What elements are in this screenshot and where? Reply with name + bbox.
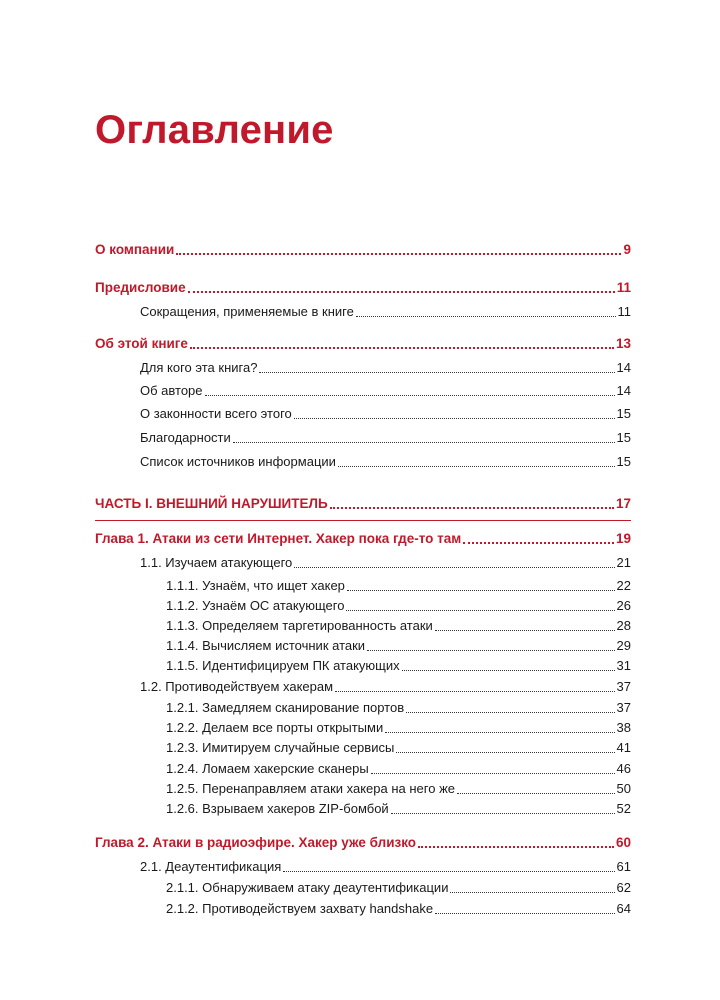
- dot-leader: [391, 813, 615, 814]
- toc-entry-label: Об этой книге: [95, 336, 188, 351]
- toc-entry-label: 1.2.6. Взрываем хакеров ZIP-бомбой: [166, 801, 389, 816]
- toc-entry-label: Список источников информации: [140, 454, 336, 469]
- toc-entry: [166, 718, 631, 738]
- toc-entry: [140, 381, 631, 401]
- toc-entry: [95, 334, 631, 354]
- toc-page-number: 11: [616, 280, 631, 295]
- dot-leader: [188, 291, 615, 293]
- section-divider: [95, 520, 631, 521]
- toc-entry-label: 1.1.2. Узнаём ОС атакующего: [166, 598, 345, 613]
- toc-page-number: 38: [616, 720, 631, 735]
- toc-entry: [140, 404, 631, 424]
- toc-page-number: 52: [616, 801, 631, 816]
- dot-leader: [356, 316, 616, 317]
- toc-entry-label: 1.1.3. Определяем таргетированность атаки: [166, 618, 433, 633]
- page-title: Оглавление: [95, 108, 334, 152]
- dot-leader: [259, 372, 614, 373]
- dot-leader: [338, 466, 615, 467]
- toc-page-number: 21: [616, 555, 631, 570]
- toc-entry-label: 1.1.1. Узнаём, что ищет хакер: [166, 578, 345, 593]
- dot-leader: [418, 846, 614, 848]
- dot-leader: [190, 347, 614, 349]
- toc-entry: [140, 358, 631, 378]
- dot-leader: [367, 650, 614, 651]
- dot-leader: [283, 871, 614, 872]
- dot-leader: [450, 892, 614, 893]
- toc-entry-label: 2.1.1. Обнаруживаем атаку деаутентификации: [166, 880, 449, 895]
- toc-page-number: 37: [616, 679, 631, 694]
- dot-leader: [385, 732, 614, 733]
- toc-page-number: 14: [616, 383, 631, 398]
- toc-page-number: 37: [616, 700, 631, 715]
- dot-leader: [346, 610, 614, 611]
- toc-entry-label: Благодарности: [140, 430, 231, 445]
- toc-entry-label: 1.2.3. Имитируем случайные сервисы: [166, 740, 395, 755]
- toc-entry-label: Глава 2. Атаки в радиоэфире. Хакер уже близко: [95, 835, 417, 850]
- toc-entry: [95, 278, 631, 298]
- toc-page-number: 62: [616, 880, 631, 895]
- toc-entry: [166, 738, 631, 758]
- dot-leader: [435, 630, 615, 631]
- toc-entry: [140, 428, 631, 448]
- toc-page-number: 26: [616, 598, 631, 613]
- toc-entry-label: 1.1.5. Идентифицируем ПК атакующих: [166, 658, 400, 673]
- toc-entry-label: 1.2.2. Делаем все порты открытыми: [166, 720, 384, 735]
- toc-page-number: 46: [616, 761, 631, 776]
- toc-page-number: 15: [616, 406, 631, 421]
- toc-page-number: 31: [616, 658, 631, 673]
- toc-entry: [166, 698, 631, 718]
- toc-page-number: 22: [616, 578, 631, 593]
- toc-page-number: 19: [615, 531, 631, 546]
- toc-entry-label: 2.1. Деаутентификация: [140, 859, 282, 874]
- toc-page-number: 11: [617, 304, 631, 319]
- toc-entry-label: 2.1.2. Противодействуем захвату handshake: [166, 901, 434, 916]
- toc-entry-label: 1.1.4. Вычисляем источник атаки: [166, 638, 366, 653]
- toc-page-number: 15: [616, 430, 631, 445]
- dot-leader: [457, 793, 615, 794]
- toc-entry-label: 1.1. Изучаем атакующего: [140, 555, 293, 570]
- dot-leader: [330, 507, 614, 509]
- toc-entry: [166, 878, 631, 898]
- toc-page-number: 60: [615, 835, 631, 850]
- toc-page-number: 14: [616, 360, 631, 375]
- dot-leader: [347, 590, 615, 591]
- toc-entry: [95, 494, 631, 514]
- toc-entry: [166, 656, 631, 676]
- toc-page-number: 13: [615, 336, 631, 351]
- toc-entry: [140, 452, 631, 472]
- toc-entry-label: Предисловие: [95, 280, 186, 295]
- toc-page-number: 28: [616, 618, 631, 633]
- toc-entry: [166, 596, 631, 616]
- dot-leader: [294, 567, 614, 568]
- toc-page-number: 41: [616, 740, 631, 755]
- toc-entry: [95, 240, 631, 260]
- toc-entry-label: 1.2.1. Замедляем сканирование портов: [166, 700, 405, 715]
- toc-entry-label: Для кого эта книга?: [140, 360, 258, 375]
- toc-entry-label: Сокращения, применяемые в книге: [140, 304, 354, 319]
- dot-leader: [176, 253, 621, 255]
- toc-entry: [166, 899, 631, 919]
- dot-leader: [205, 395, 615, 396]
- toc-entry: [95, 833, 631, 853]
- toc-entry: [140, 553, 631, 573]
- toc-entry-label: О законности всего этого: [140, 406, 292, 421]
- toc-entry: [140, 302, 631, 322]
- dot-leader: [406, 712, 614, 713]
- toc-entry-label: 1.2.4. Ломаем хакерские сканеры: [166, 761, 369, 776]
- toc-entry: [140, 857, 631, 877]
- toc-entry: [166, 759, 631, 779]
- toc-page-number: 50: [616, 781, 631, 796]
- dot-leader: [463, 542, 614, 544]
- dot-leader: [396, 752, 614, 753]
- toc-entry-label: 1.2.5. Перенаправляем атаки хакера на него же: [166, 781, 456, 796]
- dot-leader: [435, 913, 614, 914]
- toc-entry-label: О компании: [95, 242, 175, 257]
- dot-leader: [233, 442, 615, 443]
- toc-entry: [95, 529, 631, 549]
- dot-leader: [402, 670, 615, 671]
- toc-page-number: 15: [616, 454, 631, 469]
- toc-entry: [166, 576, 631, 596]
- toc-entry: [166, 616, 631, 636]
- toc-entry-label: 1.2. Противодействуем хакерам: [140, 679, 334, 694]
- dot-leader: [335, 691, 614, 692]
- toc-entry: [166, 799, 631, 819]
- toc-entry: [140, 677, 631, 697]
- toc-entry: [166, 636, 631, 656]
- dot-leader: [294, 418, 615, 419]
- toc-entry: [166, 779, 631, 799]
- toc-page-number: 61: [616, 859, 631, 874]
- toc-page-number: 29: [616, 638, 631, 653]
- toc-entry-label: ЧАСТЬ I. ВНЕШНИЙ НАРУШИТЕЛЬ: [95, 496, 328, 511]
- toc-entry-label: Об авторе: [140, 383, 203, 398]
- toc-page-number: 9: [623, 242, 631, 257]
- toc-page-number: 64: [616, 901, 631, 916]
- toc-entry-label: Глава 1. Атаки из сети Интернет. Хакер пока где-то там: [95, 531, 462, 546]
- dot-leader: [371, 773, 615, 774]
- toc-page-number: 17: [615, 496, 631, 511]
